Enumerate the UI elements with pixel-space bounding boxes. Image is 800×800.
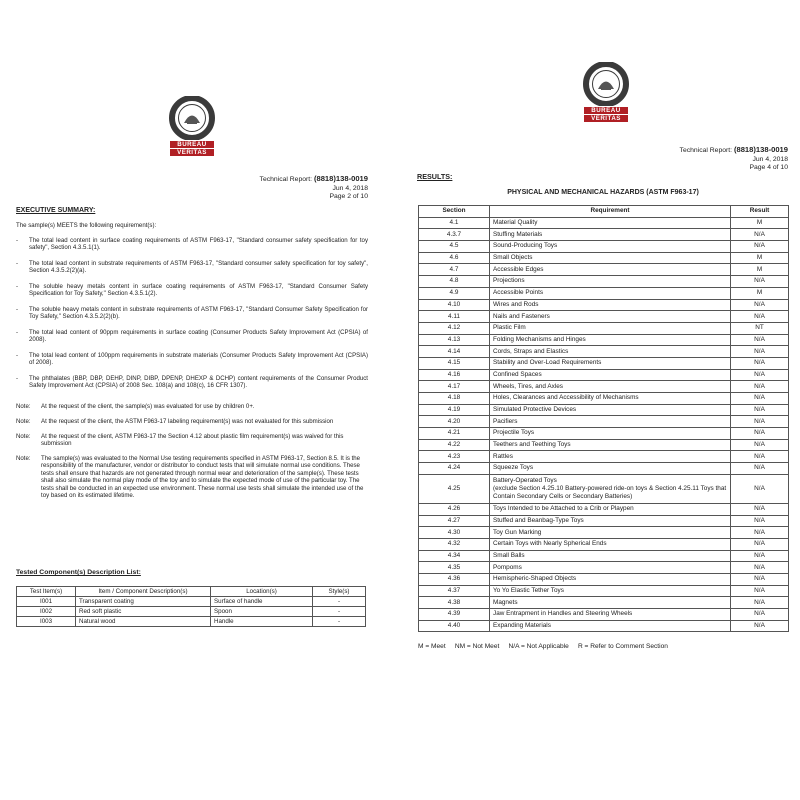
table-row	[419, 515, 789, 527]
table-row	[419, 369, 789, 381]
report-page-2: BUREAU VERITAS Technical Report: (8818)138-0019 Jun 4, 2018 Page 2 of 10 EXECUTIVE SUMMARY: The sample(s) MEETS the following requirement(s): - The total lead content in surface coating requirements of ASTM F963-17, "Standard consumer safety specification for toy safety", Section 4.3.5.1(1). - The total lead content in substrate requirements of ASTM F963-17, "Standard consumer safety specification for toy safety", Section 4.3.5.2(2)(a). - The soluble heavy metals content in surface coating requirements of ASTM F963-17, "Standard Consumer Safety Specification for Toy Safety," Section 4.3.5.1(2). - The soluble heavy metals content in substrate requirements of ASTM F963-17, "Standard Consumer Safety Specification for Toy Safety," Section 4.3.5.2(2)(b). - The total lead content of 90ppm requirements in surface coating (Consumer Products Safety Improvement Act (CPSIA) of 2008). - The total lead content of 100ppm requirements in substrate materials (Consumer Products Safety Improvement Act (CPSIA) of 2008). - The phthalates (BBP, DBP, DEHP, DINP, DIBP, DPENP, DHEXP & DCHP) content requirements of the Consumer Product Safety Improvement Act (CPSIA) of 2008 Sec. 108(a) and 108(c), 16 CFR 1307). Note: At the request of the client, the sample(s) was evaluated for use by children 0+. Note: At the request of the client, the ASTM F963-17 labeling requirement(s) was not evaluated for this submission Note: At the request of the client, ASTM F963-17 the Section 4.12 about plastic film requirement(s) was waived for this submission Note: The sample(s) was evaluated to the Normal Use testing requirements specified in ASTM F963-17, Section 8.5. It is the responsibility of the manufacturer, vendor or distributor to conduct tests that will simulate normal use conditions. These tests shall ensure that hazards are not generated through normal wear and deterioration of the sample(s). These tests shall also simulate the normal play mode of the toy and to simulate the expected mode of use of the particular toy. The tests shall be conducted in an expected use environment. These normal use tests shall simulate the intended use of the toy based on its estimated lifetime. Tested Component(s) Description List: Test Item(s) Item / Component Description(s) Location(s) Style(s) I001 Transparent coating Surface of handle - I002 Red soft plastic Spoon - I003 Natural wood Handle -	[0, 0, 400, 800]
report-page-4	[400, 0, 800, 800]
result-cell: N/A	[731, 451, 789, 463]
summary-bullet: - The total lead content in substrate requirements of ASTM F963-17, "Standard consumer safety specification for toy safety", Section 4.3.5.2(2)(a).	[16, 260, 368, 275]
requirement-cell: Toy Gun Marking	[490, 527, 731, 539]
table-cell: Red soft plastic	[76, 607, 211, 617]
result-cell: M	[731, 252, 789, 264]
report-date: Jun 4, 2018	[752, 155, 788, 163]
section-cell: 4.37	[419, 585, 490, 597]
requirement-cell: Pompoms	[490, 562, 731, 574]
table-row	[419, 538, 789, 550]
section-cell: 4.25	[419, 474, 490, 503]
table-row	[419, 527, 789, 539]
table-row	[419, 609, 789, 621]
executive-summary-intro: The sample(s) MEETS the following requirement(s):	[16, 222, 157, 229]
page-number: Page 4 of 10	[749, 164, 788, 172]
section-cell: 4.15	[419, 357, 490, 369]
result-cell: N/A	[731, 562, 789, 574]
column-header: Result	[731, 206, 789, 218]
result-cell: N/A	[731, 229, 789, 241]
results-legend: M = Meet NM = Not Meet N/A = Not Applicable R = Refer to Comment Section	[418, 643, 668, 650]
results-table	[418, 205, 789, 632]
table-row	[419, 346, 789, 358]
requirement-cell: Wheels, Tires, and Axles	[490, 381, 731, 393]
table-row	[419, 217, 789, 229]
requirement-cell: Small Balls	[490, 550, 731, 562]
requirement-cell: Yo Yo Elastic Tether Toys	[490, 585, 731, 597]
requirement-cell: Nails and Fasteners	[490, 311, 731, 323]
result-cell: N/A	[731, 369, 789, 381]
table-header-row	[17, 587, 366, 597]
requirement-cell: Expanding Materials	[490, 620, 731, 632]
result-cell: N/A	[731, 416, 789, 428]
results-table-body	[419, 217, 789, 632]
column-header: Test Item(s)	[17, 587, 76, 597]
section-cell: 4.36	[419, 573, 490, 585]
bureau-veritas-logo	[576, 62, 636, 122]
section-cell: 4.34	[419, 550, 490, 562]
table-row	[419, 287, 789, 299]
requirement-cell: Toys Intended to be Attached to a Crib or Playpen	[490, 503, 731, 515]
table-row	[419, 550, 789, 562]
result-cell: N/A	[731, 404, 789, 416]
result-cell: N/A	[731, 241, 789, 253]
column-header: Style(s)	[313, 587, 366, 597]
result-cell: N/A	[731, 311, 789, 323]
result-cell: N/A	[731, 346, 789, 358]
table-row	[419, 439, 789, 451]
table-row	[419, 404, 789, 416]
table-row	[17, 607, 366, 617]
section-cell: 4.9	[419, 287, 490, 299]
table-cell: Transparent coating	[76, 597, 211, 607]
result-cell: N/A	[731, 609, 789, 621]
seal-icon	[168, 96, 216, 140]
result-cell: N/A	[731, 503, 789, 515]
result-cell: N/A	[731, 381, 789, 393]
table-cell: -	[313, 597, 366, 607]
result-cell: M	[731, 264, 789, 276]
report-header	[680, 146, 788, 173]
result-cell: N/A	[731, 620, 789, 632]
result-cell: N/A	[731, 474, 789, 503]
section-cell: 4.17	[419, 381, 490, 393]
result-cell: N/A	[731, 585, 789, 597]
table-row	[17, 597, 366, 607]
requirement-cell: Cords, Straps and Elastics	[490, 346, 731, 358]
section-cell: 4.11	[419, 311, 490, 323]
table-row	[419, 334, 789, 346]
components-table	[16, 586, 366, 627]
table-row	[419, 620, 789, 632]
requirement-cell: Projectile Toys	[490, 428, 731, 440]
table-row	[419, 585, 789, 597]
requirement-cell: Plastic Film	[490, 322, 731, 334]
section-cell: 4.8	[419, 276, 490, 288]
table-row	[419, 357, 789, 369]
requirement-cell: Pacifiers	[490, 416, 731, 428]
table-cell: Natural wood	[76, 617, 211, 627]
section-cell: 4.7	[419, 264, 490, 276]
requirement-cell: Folding Mechanisms and Hinges	[490, 334, 731, 346]
section-cell: 4.13	[419, 334, 490, 346]
section-cell: 4.39	[419, 609, 490, 621]
section-cell: 4.20	[419, 416, 490, 428]
table-row	[419, 573, 789, 585]
result-cell: N/A	[731, 428, 789, 440]
table-row	[419, 241, 789, 253]
column-header: Item / Component Description(s)	[76, 587, 211, 597]
table-row	[419, 393, 789, 405]
table-row	[419, 276, 789, 288]
requirement-cell: Rattles	[490, 451, 731, 463]
table-row	[419, 322, 789, 334]
result-cell: N/A	[731, 538, 789, 550]
section-cell: 4.12	[419, 322, 490, 334]
requirement-cell: Hemispheric-Shaped Objects	[490, 573, 731, 585]
section-cell: 4.22	[419, 439, 490, 451]
result-cell: N/A	[731, 463, 789, 475]
result-cell: N/A	[731, 334, 789, 346]
table-row	[419, 597, 789, 609]
components-title: Tested Component(s) Description List:	[16, 569, 141, 576]
requirement-cell: Accessible Points	[490, 287, 731, 299]
table-row	[419, 311, 789, 323]
table-cell: -	[313, 617, 366, 627]
requirement-cell: Holes, Clearances and Accessibility of Mechanisms	[490, 393, 731, 405]
result-cell: N/A	[731, 439, 789, 451]
result-cell: N/A	[731, 527, 789, 539]
hazards-title: PHYSICAL AND MECHANICAL HAZARDS (ASTM F963-17)	[507, 189, 699, 196]
section-cell: 4.14	[419, 346, 490, 358]
summary-bullet: - The total lead content of 90ppm requirements in surface coating (Consumer Products Safety Improvement Act (CPSIA) of 2008).	[16, 329, 368, 344]
section-cell: 4.10	[419, 299, 490, 311]
summary-bullet: - The total lead content in surface coating requirements of ASTM F963-17, "Standard consumer safety specification for toy safety", Section 4.3.5.1(1).	[16, 237, 368, 252]
table-row	[419, 463, 789, 475]
requirement-cell: Sound-Producing Toys	[490, 241, 731, 253]
table-cell: Handle	[211, 617, 313, 627]
result-cell: N/A	[731, 299, 789, 311]
report-number: (8818)138-0019	[733, 145, 788, 154]
logo-name-top: BUREAU	[170, 141, 214, 148]
summary-bullet: - The phthalates (BBP, DBP, DEHP, DINP, DIBP, DPENP, DHEXP & DCHP) content requirements of the Consumer Product Safety Improvement Act (CPSIA) of 2008 Sec. 108(a) and 108(c), 16 CFR 1307).	[16, 375, 368, 390]
section-cell: 4.19	[419, 404, 490, 416]
table-row	[419, 416, 789, 428]
summary-bullet: - The soluble heavy metals content in substrate requirements of ASTM F963-17, "Standard Consumer Safety Specification for Toy Safety," Section 4.3.5.2(2)(b).	[16, 306, 368, 321]
section-cell: 4.3.7	[419, 229, 490, 241]
requirement-cell: Stuffing Materials	[490, 229, 731, 241]
requirement-cell: Confined Spaces	[490, 369, 731, 381]
report-header	[260, 175, 368, 202]
result-cell: N/A	[731, 357, 789, 369]
report-number: (8818)138-0019	[313, 174, 368, 183]
requirement-cell: Stuffed and Beanbag-Type Toys	[490, 515, 731, 527]
requirement-cell: Accessible Edges	[490, 264, 731, 276]
table-row	[17, 617, 366, 627]
section-cell: 4.16	[419, 369, 490, 381]
column-header: Location(s)	[211, 587, 313, 597]
column-header: Requirement	[490, 206, 731, 218]
seal-icon	[582, 62, 630, 106]
table-row	[419, 299, 789, 311]
result-cell: N/A	[731, 393, 789, 405]
requirement-cell: Magnets	[490, 597, 731, 609]
report-label: Technical Report:	[259, 176, 313, 183]
table-row	[419, 381, 789, 393]
table-cell: -	[313, 607, 366, 617]
section-cell: 4.24	[419, 463, 490, 475]
table-cell: Surface of handle	[211, 597, 313, 607]
table-cell: Spoon	[211, 607, 313, 617]
table-cell: I002	[17, 607, 76, 617]
table-row	[419, 474, 789, 503]
table-header-row	[419, 206, 789, 218]
result-cell: N/A	[731, 550, 789, 562]
requirement-cell: Teethers and Teething Toys	[490, 439, 731, 451]
logo-name-top: BUREAU	[584, 107, 628, 114]
results-title: RESULTS:	[417, 172, 453, 181]
requirement-cell: Simulated Protective Devices	[490, 404, 731, 416]
section-cell: 4.30	[419, 527, 490, 539]
report-label: Technical Report:	[679, 147, 733, 154]
section-cell: 4.35	[419, 562, 490, 574]
result-cell: N/A	[731, 515, 789, 527]
result-cell: N/A	[731, 597, 789, 609]
table-row	[419, 252, 789, 264]
page-number: Page 2 of 10	[329, 193, 368, 201]
table-row	[419, 451, 789, 463]
section-cell: 4.18	[419, 393, 490, 405]
logo-name-bottom: VERITAS	[170, 149, 214, 156]
logo-name-bottom: VERITAS	[584, 115, 628, 122]
section-cell: 4.23	[419, 451, 490, 463]
summary-bullet: - The total lead content of 100ppm requirements in substrate materials (Consumer Products Safety Improvement Act (CPSIA) of 2008).	[16, 352, 368, 367]
table-row	[419, 562, 789, 574]
table-row	[419, 428, 789, 440]
result-cell: M	[731, 217, 789, 229]
report-date: Jun 4, 2018	[332, 184, 368, 192]
executive-summary-title: EXECUTIVE SUMMARY:	[16, 207, 96, 214]
result-cell: N/A	[731, 276, 789, 288]
table-row	[419, 264, 789, 276]
requirement-cell: Small Objects	[490, 252, 731, 264]
requirement-cell: Material Quality	[490, 217, 731, 229]
result-cell: N/A	[731, 573, 789, 585]
section-cell: 4.40	[419, 620, 490, 632]
requirement-cell: Wires and Rods	[490, 299, 731, 311]
requirement-cell: Projections	[490, 276, 731, 288]
requirement-cell: Certain Toys with Nearly Spherical Ends	[490, 538, 731, 550]
table-row	[419, 503, 789, 515]
summary-bullet: - The soluble heavy metals content in surface coating requirements of ASTM F963-17, "Standard Consumer Safety Specification for Toy Safety," Section 4.3.5.1(2).	[16, 283, 368, 298]
section-cell: 4.5	[419, 241, 490, 253]
table-cell: I001	[17, 597, 76, 607]
requirement-cell: Jaw Entrapment in Handles and Steering Wheels	[490, 609, 731, 621]
section-cell: 4.21	[419, 428, 490, 440]
result-cell: M	[731, 287, 789, 299]
requirement-cell: Squeeze Toys	[490, 463, 731, 475]
section-cell: 4.38	[419, 597, 490, 609]
result-cell: NT	[731, 322, 789, 334]
section-cell: 4.32	[419, 538, 490, 550]
column-header: Section	[419, 206, 490, 218]
section-cell: 4.26	[419, 503, 490, 515]
section-cell: 4.27	[419, 515, 490, 527]
section-cell: 4.1	[419, 217, 490, 229]
table-cell: I003	[17, 617, 76, 627]
requirement-cell: Battery-Operated Toys (exclude Section 4.25.10 Battery-powered ride-on toys & Section 4.25.11 Toys that Contain Secondary Cells or Secondary Batteries)	[490, 474, 731, 503]
requirement-cell: Stability and Over-Load Requirements	[490, 357, 731, 369]
table-row	[419, 229, 789, 241]
section-cell: 4.6	[419, 252, 490, 264]
bureau-veritas-logo	[162, 96, 222, 156]
